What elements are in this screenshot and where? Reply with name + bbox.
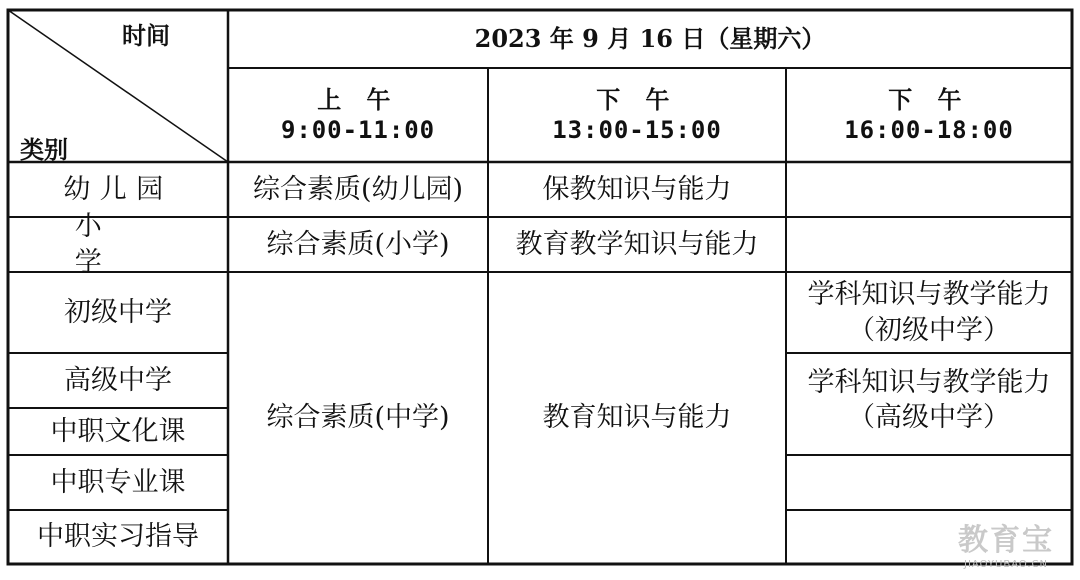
exam-senior-level: （高级中学） — [848, 402, 1010, 434]
exam-junior-level: （初级中学） — [848, 314, 1010, 346]
category-vocational-practice: 中职实习指导 — [37, 521, 199, 553]
category-junior-middle: 初级中学 — [64, 296, 172, 328]
session-header-1 — [228, 68, 488, 162]
category-kindergarten: 幼儿园 — [63, 173, 173, 205]
exam-primary-morning: 综合素质(小学) — [266, 228, 450, 260]
watermark-url: JIAOYUBAO.CN — [964, 559, 1048, 570]
category-primary: 小 学 — [74, 211, 162, 278]
exam-senior-afternoon2 — [786, 353, 1072, 455]
category-senior-middle: 高级中学 — [64, 364, 172, 396]
session-2-period: 下 午 — [596, 84, 678, 114]
exam-kindergarten-morning: 综合素质(幼儿园) — [252, 173, 464, 205]
session-2-time: 13:00-15:00 — [552, 116, 722, 144]
category-vocational-culture: 中职文化课 — [50, 415, 186, 447]
exam-kindergarten-afternoon1: 保教知识与能力 — [542, 173, 732, 205]
corner-time-label: 时间 — [122, 21, 170, 50]
exam-junior-afternoon2 — [786, 272, 1072, 353]
date-header: 2023 年 9 月 16 日（星期六） — [474, 24, 826, 54]
category-vocational-specialty: 中职专业课 — [50, 466, 186, 498]
exam-kindergarten-afternoon2 — [786, 162, 1072, 217]
exam-junior-subject: 学科知识与教学能力 — [807, 279, 1051, 311]
exam-senior-subject: 学科知识与教学能力 — [807, 367, 1051, 398]
watermark-logo — [958, 515, 1054, 570]
watermark-logo-text: 教育宝 — [958, 523, 1054, 558]
session-3-time: 16:00-18:00 — [844, 116, 1014, 144]
corner-category-label: 类别 — [20, 135, 68, 164]
session-1-period: 上 午 — [317, 84, 399, 114]
exam-middle-afternoon1: 教育知识与能力 — [542, 402, 732, 434]
session-header-2 — [488, 68, 786, 162]
exam-middle-morning: 综合素质(中学) — [266, 402, 450, 434]
exam-primary-afternoon2 — [786, 217, 1072, 272]
exam-primary-afternoon1: 教育教学知识与能力 — [515, 228, 759, 260]
session-header-3 — [786, 68, 1072, 162]
exam-vocational-specialty-afternoon2 — [786, 455, 1072, 510]
session-3-period: 下 午 — [888, 84, 970, 114]
session-1-time: 9:00-11:00 — [280, 116, 436, 144]
